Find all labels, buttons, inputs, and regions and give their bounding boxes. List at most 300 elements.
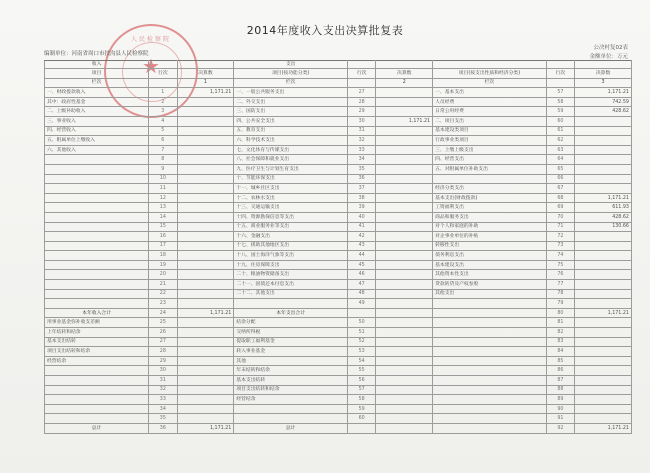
table-cell: 29	[347, 107, 375, 117]
table-cell	[376, 97, 433, 107]
table-cell: 32	[149, 385, 177, 395]
table-cell: 70	[546, 212, 574, 222]
table-row	[45, 366, 632, 376]
table-cell: 9	[149, 164, 177, 174]
org-name: 编制单位：河南省周口市扶沟县人民检察院	[44, 51, 149, 57]
table-cell	[376, 212, 433, 222]
table-cell: 十六、金融支出	[234, 232, 348, 242]
table-cell: 决算数	[376, 69, 433, 79]
table-cell: 34	[347, 155, 375, 165]
table-row	[45, 328, 632, 338]
table-cell: 56	[347, 376, 375, 386]
table-cell: 41	[347, 222, 375, 232]
table-cell: 栏次	[234, 78, 348, 88]
table-cell	[433, 414, 547, 424]
table-cell	[376, 414, 433, 424]
table-cell	[546, 61, 574, 69]
table-cell	[376, 404, 433, 414]
table-cell	[347, 78, 375, 88]
table-cell	[575, 366, 632, 376]
table-cell: 五、教育支出	[234, 126, 348, 136]
table-cell	[433, 385, 547, 395]
table-cell: 项目支出结转和结余	[45, 347, 149, 357]
table-cell	[575, 61, 632, 69]
table-cell: 78	[546, 289, 574, 299]
table-cell: 十五、商业服务业等支出	[234, 222, 348, 232]
table-cell	[45, 280, 149, 290]
table-cell: 79	[546, 299, 574, 309]
table-cell: 三、事业收入	[45, 116, 149, 126]
table-cell: 22	[149, 289, 177, 299]
table-cell	[433, 395, 547, 405]
table-cell: 77	[546, 280, 574, 290]
table-cell: 15	[149, 222, 177, 232]
table-cell: 17	[149, 241, 177, 251]
table-cell	[177, 155, 234, 165]
table-cell: 29	[149, 356, 177, 366]
table-row	[45, 395, 632, 405]
table-cell: 58	[347, 395, 375, 405]
seal-text: 人民检察院	[130, 36, 171, 43]
table-cell	[177, 145, 234, 155]
table-cell: 61	[546, 126, 574, 136]
table-cell	[376, 270, 433, 280]
table-cell: 68	[546, 193, 574, 203]
table-cell	[575, 376, 632, 386]
table-cell: 25	[149, 318, 177, 328]
table-cell	[45, 232, 149, 242]
table-cell	[177, 193, 234, 203]
table-cell: 90	[546, 404, 574, 414]
table-cell: 二、外交支出	[234, 97, 348, 107]
table-cell: 四、经营收入	[45, 126, 149, 136]
table-cell	[433, 174, 547, 184]
table-cell: 11	[149, 184, 177, 194]
table-cell: 742.59	[575, 97, 632, 107]
table-cell: 60	[347, 414, 375, 424]
table-cell	[45, 251, 149, 261]
table-cell	[376, 289, 433, 299]
form-code: 公决村复02表	[593, 45, 628, 51]
table-cell: 二、上级补助收入	[45, 107, 149, 117]
table-cell: 二十一、国债还本付息支出	[234, 280, 348, 290]
table-cell	[45, 414, 149, 424]
table-cell	[45, 404, 149, 414]
table-cell: 其他	[234, 356, 348, 366]
table-row	[45, 222, 632, 232]
table-cell: 六、其他收入	[45, 145, 149, 155]
table-cell: 1,171.21	[575, 308, 632, 318]
table-cell	[234, 414, 348, 424]
table-cell	[376, 164, 433, 174]
table-cell	[177, 241, 234, 251]
table-cell	[177, 280, 234, 290]
table-cell	[575, 145, 632, 155]
table-cell	[177, 376, 234, 386]
table-cell: 35	[149, 414, 177, 424]
seal-star-icon: ★	[142, 54, 160, 78]
table-cell: 16	[149, 232, 177, 242]
table-cell	[575, 328, 632, 338]
table-cell	[376, 193, 433, 203]
table-row	[45, 347, 632, 357]
table-cell: 对个人和家庭的补助	[433, 222, 547, 232]
table-cell	[177, 174, 234, 184]
unit-label: 金额单位：万元	[589, 54, 628, 60]
table-cell: 商品和服务支出	[433, 212, 547, 222]
table-cell	[376, 145, 433, 155]
table-cell: 92	[546, 423, 574, 433]
table-cell: 60	[546, 116, 574, 126]
table-cell: 九、医疗卫生与计划生育支出	[234, 164, 348, 174]
table-body	[45, 61, 632, 434]
table-cell	[376, 280, 433, 290]
table-cell: 四、公共安全支出	[234, 116, 348, 126]
table-cell	[177, 61, 234, 69]
table-row	[45, 193, 632, 203]
table-cell: 交纳所得税	[234, 328, 348, 338]
table-cell: 34	[149, 404, 177, 414]
table-cell	[45, 222, 149, 232]
table-cell: 基本支出(财政拨款)	[433, 193, 547, 203]
table-cell: 栏次	[45, 78, 149, 88]
table-cell: 65	[546, 164, 574, 174]
table-cell: 12	[149, 193, 177, 203]
table-cell: 18	[149, 251, 177, 261]
table-row	[45, 88, 632, 98]
table-cell: 贷款转贷及产权参股	[433, 280, 547, 290]
table-cell: 27	[347, 88, 375, 98]
table-cell: 基本支出结转	[234, 376, 348, 386]
table-cell: 栏次	[433, 78, 547, 88]
table-cell	[177, 222, 234, 232]
table-cell: 行次	[347, 69, 375, 79]
table-cell	[177, 356, 234, 366]
table-cell: 63	[546, 145, 574, 155]
table-cell: 46	[347, 270, 375, 280]
table-cell	[433, 61, 547, 69]
table-cell: 38	[347, 193, 375, 203]
table-cell: 87	[546, 376, 574, 386]
table-cell: 债务利息支出	[433, 251, 547, 261]
table-cell: 一、财政拨款收入	[45, 88, 149, 98]
table-cell	[177, 299, 234, 309]
table-cell	[376, 385, 433, 395]
table-cell: 57	[546, 88, 574, 98]
table-cell	[376, 203, 433, 213]
table-cell	[177, 203, 234, 213]
table-cell	[376, 126, 433, 136]
table-row	[45, 376, 632, 386]
table-cell: 1,171.21	[575, 88, 632, 98]
table-cell	[575, 241, 632, 251]
table-cell: 6	[149, 136, 177, 146]
table-cell	[376, 376, 433, 386]
table-cell: 1,171.21	[177, 308, 234, 318]
table-cell	[433, 404, 547, 414]
table-cell	[575, 232, 632, 242]
table-cell: 十九、住房保障支出	[234, 260, 348, 270]
table-cell	[433, 366, 547, 376]
income-total-row	[45, 308, 632, 318]
table-cell: 83	[546, 337, 574, 347]
table-cell: 二十、粮油物资储备支出	[234, 270, 348, 280]
table-cell: 经营结余	[234, 395, 348, 405]
table-cell: 1,171.21	[575, 423, 632, 433]
table-cell: 76	[546, 270, 574, 280]
table-cell: 40	[347, 212, 375, 222]
table-cell	[177, 385, 234, 395]
header-sub-row	[45, 78, 632, 88]
table-cell: 51	[347, 328, 375, 338]
table-cell: 43	[347, 241, 375, 251]
table-cell: 经济分类支出	[433, 184, 547, 194]
table-cell: 50	[347, 318, 375, 328]
table-cell: 对企事业单位的补贴	[433, 232, 547, 242]
table-cell	[376, 356, 433, 366]
table-cell: 84	[546, 347, 574, 357]
table-cell: 82	[546, 328, 574, 338]
table-cell	[177, 404, 234, 414]
table-cell	[45, 164, 149, 174]
table-cell	[575, 318, 632, 328]
table-cell: 十二、农林水支出	[234, 193, 348, 203]
table-cell: 行政事业类项目	[433, 136, 547, 146]
table-cell	[177, 136, 234, 146]
table-cell	[45, 241, 149, 251]
table-cell: 八、社会保障和就业支出	[234, 155, 348, 165]
table-cell: 67	[546, 184, 574, 194]
table-cell: 35	[347, 164, 375, 174]
table-cell: 项目(按支出性质和经济分类)	[433, 69, 547, 79]
table-cell: 66	[546, 174, 574, 184]
table-cell: 项目	[45, 69, 149, 79]
table-row	[45, 136, 632, 146]
table-row	[45, 203, 632, 213]
table-cell: 4	[149, 116, 177, 126]
table-cell	[433, 356, 547, 366]
table-cell: 33	[347, 145, 375, 155]
table-cell	[177, 270, 234, 280]
table-cell: 69	[546, 203, 574, 213]
table-cell: 七、文化体育与传媒支出	[234, 145, 348, 155]
table-cell: 一、一般公共服务支出	[234, 88, 348, 98]
table-row	[45, 385, 632, 395]
table-cell: 37	[347, 184, 375, 194]
table-cell	[575, 280, 632, 290]
table-cell: 十四、资源勘探信息等支出	[234, 212, 348, 222]
table-cell	[45, 260, 149, 270]
table-cell	[177, 366, 234, 376]
table-cell: 54	[347, 356, 375, 366]
table-cell	[575, 385, 632, 395]
table-cell: 428.62	[575, 212, 632, 222]
table-cell: 2	[376, 78, 433, 88]
table-cell	[575, 174, 632, 184]
table-cell: 十一、城乡社区支出	[234, 184, 348, 194]
table-row	[45, 184, 632, 194]
table-cell: 81	[546, 318, 574, 328]
table-cell: 62	[546, 136, 574, 146]
table-cell: 四、经营支出	[433, 155, 547, 165]
table-cell: 六、科学技术支出	[234, 136, 348, 146]
table-cell: 三、上缴上级支出	[433, 145, 547, 155]
header-top-row	[45, 61, 632, 69]
table-cell: 行次	[546, 69, 574, 79]
table-cell	[45, 212, 149, 222]
table-cell: 年末结转和结余	[234, 366, 348, 376]
table-cell: 5	[149, 126, 177, 136]
table-cell: 1,171.21	[376, 116, 433, 126]
table-cell	[177, 318, 234, 328]
table-cell: 27	[149, 337, 177, 347]
table-cell: 26	[149, 328, 177, 338]
table-cell: 基本建设类项目	[433, 126, 547, 136]
table-cell: 用事业基金弥补收支差额	[45, 318, 149, 328]
table-cell: 3	[575, 78, 632, 88]
table-cell	[347, 423, 375, 433]
table-cell: 55	[347, 366, 375, 376]
table-cell: 项目(按功能分类)	[234, 69, 348, 79]
table-cell: 19	[149, 260, 177, 270]
table-cell	[149, 61, 177, 69]
table-cell	[376, 308, 433, 318]
table-cell	[376, 366, 433, 376]
table-cell: 20	[149, 270, 177, 280]
table-cell: 28	[347, 97, 375, 107]
table-cell: 47	[347, 280, 375, 290]
table-cell	[376, 232, 433, 242]
table-cell	[575, 251, 632, 261]
table-cell: 10	[149, 174, 177, 184]
table-cell: 14	[149, 212, 177, 222]
table-cell: 2	[149, 97, 177, 107]
table-cell: 59	[347, 404, 375, 414]
table-cell	[177, 164, 234, 174]
table-cell: 36	[149, 423, 177, 433]
table-cell	[177, 337, 234, 347]
table-cell: 十、节能环保支出	[234, 174, 348, 184]
table-cell	[575, 347, 632, 357]
document-title: 2014年度收入支出决算批复表	[246, 24, 404, 37]
table-cell	[177, 347, 234, 357]
table-cell	[177, 289, 234, 299]
table-cell	[45, 193, 149, 203]
table-cell: 48	[347, 289, 375, 299]
table-cell: 88	[546, 385, 574, 395]
table-cell: 3	[149, 107, 177, 117]
table-row	[45, 414, 632, 424]
table-cell	[575, 337, 632, 347]
table-cell	[45, 174, 149, 184]
table-cell	[575, 414, 632, 424]
table-cell: 53	[347, 347, 375, 357]
table-cell: 13	[149, 203, 177, 213]
table-cell	[177, 107, 234, 117]
table-cell	[575, 404, 632, 414]
table-cell	[575, 289, 632, 299]
table-cell	[149, 78, 177, 88]
table-cell	[347, 61, 375, 69]
table-cell: 75	[546, 260, 574, 270]
table-cell	[376, 347, 433, 357]
table-cell	[376, 241, 433, 251]
table-cell	[575, 126, 632, 136]
table-cell	[177, 97, 234, 107]
table-cell: 89	[546, 395, 574, 405]
table-cell: 一、基本支出	[433, 88, 547, 98]
table-cell: 36	[347, 174, 375, 184]
table-cell: 五、附属单位上缴收入	[45, 136, 149, 146]
table-cell: 总计	[234, 423, 348, 433]
table-cell: 73	[546, 241, 574, 251]
table-cell: 提取职工福利基金	[234, 337, 348, 347]
table-row	[45, 155, 632, 165]
table-row	[45, 299, 632, 309]
table-cell	[575, 299, 632, 309]
table-row	[45, 97, 632, 107]
table-cell	[376, 174, 433, 184]
table-row	[45, 126, 632, 136]
table-cell	[376, 222, 433, 232]
table-row	[45, 145, 632, 155]
table-row	[45, 289, 632, 299]
table-row	[45, 318, 632, 328]
table-cell: 支出	[234, 61, 348, 69]
table-row	[45, 356, 632, 366]
table-row	[45, 174, 632, 184]
table-cell: 十三、交通运输支出	[234, 203, 348, 213]
table-cell	[376, 260, 433, 270]
table-row	[45, 232, 632, 242]
table-cell	[177, 126, 234, 136]
table-cell: 总计	[45, 423, 149, 433]
table-cell	[376, 184, 433, 194]
table-row	[45, 116, 632, 126]
table-cell	[433, 318, 547, 328]
table-cell	[376, 395, 433, 405]
table-cell: 8	[149, 155, 177, 165]
table-cell: 57	[347, 385, 375, 395]
table-cell	[45, 270, 149, 280]
table-cell	[376, 107, 433, 117]
table-cell	[376, 61, 433, 69]
table-cell: 十八、国土海洋气象等支出	[234, 251, 348, 261]
table-cell	[575, 116, 632, 126]
table-cell: 72	[546, 232, 574, 242]
table-cell: 决算数	[177, 69, 234, 79]
table-cell: 31	[149, 376, 177, 386]
table-cell	[177, 395, 234, 405]
table-cell	[376, 251, 433, 261]
table-cell: 428.62	[575, 107, 632, 117]
table-cell	[376, 299, 433, 309]
table-cell	[177, 260, 234, 270]
table-cell: 本年支出合计	[234, 308, 348, 318]
table-cell	[376, 328, 433, 338]
table-cell: 经营结余	[45, 356, 149, 366]
table-cell: 1	[177, 78, 234, 88]
table-cell	[575, 356, 632, 366]
table-cell: 7	[149, 145, 177, 155]
table-cell	[45, 366, 149, 376]
table-cell	[433, 376, 547, 386]
table-cell: 80	[546, 308, 574, 318]
table-cell: 1	[149, 88, 177, 98]
table-row	[45, 337, 632, 347]
table-cell: 1,171.21	[177, 423, 234, 433]
table-cell	[376, 318, 433, 328]
